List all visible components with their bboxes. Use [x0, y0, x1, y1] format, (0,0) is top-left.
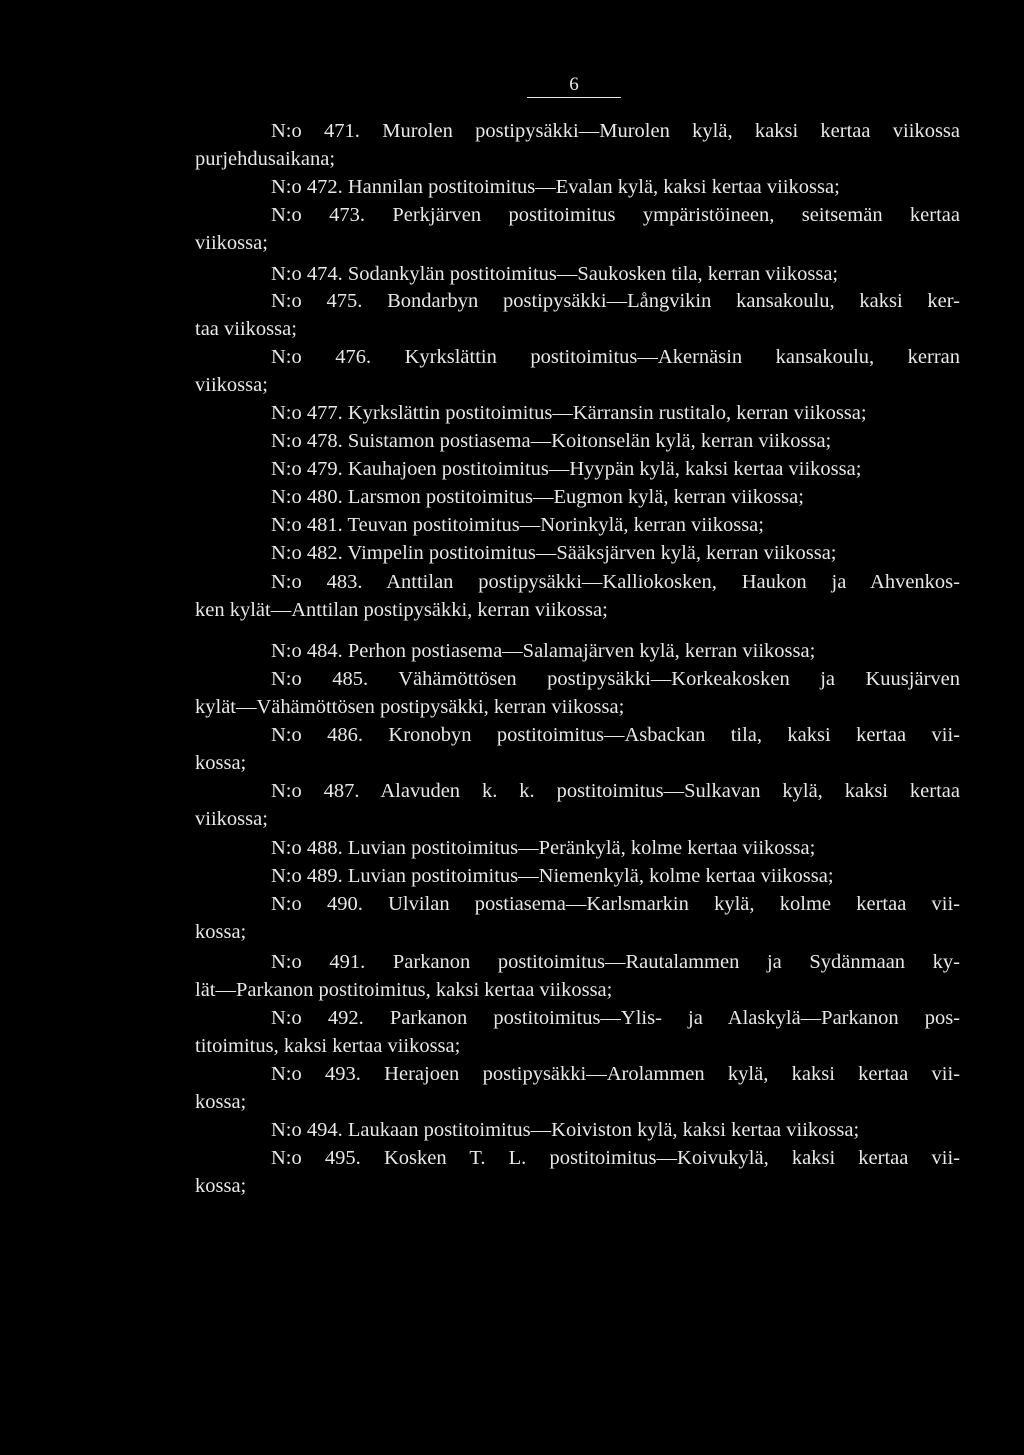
entry-continuation-line: viikossa;	[195, 232, 268, 254]
entry	[195, 174, 960, 201]
entry-continuation-line: kossa;	[195, 1091, 247, 1113]
entry	[195, 1005, 960, 1060]
entry-first-line: N:o 479. Kauhajoen postitoimitus—Hyypän kylä, kaksi kertaa viikossa;	[271, 458, 862, 480]
entry-first-line: N:o 485. Vähämöttösen postipysäkki—Korkeakosken ja Kuusjärven	[271, 668, 960, 690]
entry	[195, 949, 960, 1004]
entry-continuation-line: viikossa;	[195, 808, 268, 830]
entry	[195, 456, 960, 483]
entry-first-line: N:o 472. Hannilan postitoimitus—Evalan kylä, kaksi kertaa viikossa;	[271, 176, 840, 198]
entry-first-line: N:o 488. Luvian postitoimitus—Peränkylä, kolme kertaa viikossa;	[271, 837, 816, 859]
entry-continuation-line: kossa;	[195, 921, 247, 943]
entry-continuation-line: viikossa;	[195, 374, 268, 396]
entry-first-line: N:o 476. Kyrkslättin postitoimitus—Akernäsin kansakoulu, kerran	[271, 346, 960, 368]
entry	[195, 722, 960, 777]
entry	[195, 400, 960, 427]
entry-continuation-line: kossa;	[195, 752, 247, 774]
entry-first-line: N:o 484. Perhon postiasema—Salamajärven kylä, kerran viikossa;	[271, 640, 816, 662]
entry-continuation-line: purjehdusaikana;	[195, 148, 336, 170]
entry-first-line: N:o 480. Larsmon postitoimitus—Eugmon kylä, kerran viikossa;	[271, 486, 804, 508]
entry	[195, 666, 960, 721]
entry-first-line: N:o 492. Parkanon postitoimitus—Ylis- ja Alaskylä—Parkanon pos-	[271, 1007, 960, 1029]
entry-first-line: N:o 489. Luvian postitoimitus—Niemenkylä, kolme kertaa viikossa;	[271, 865, 834, 887]
entry-first-line: N:o 473. Perkjärven postitoimitus ympäristöineen, seitsemän kertaa	[271, 204, 960, 226]
entry	[195, 863, 960, 890]
entry-continuation-line: kylät—Vähämöttösen postipysäkki, kerran viikossa;	[195, 696, 625, 718]
entry-first-line: N:o 481. Teuvan postitoimitus—Norinkylä, kerran viikossa;	[271, 514, 764, 536]
entry-first-line: N:o 490. Ulvilan postiasema—Karlsmarkin kylä, kolme kertaa vii-	[271, 893, 960, 915]
entry-first-line: N:o 471. Murolen postipysäkki—Murolen kylä, kaksi kertaa viikossa	[271, 120, 960, 142]
entry-first-line: N:o 486. Kronobyn postitoimitus—Asbackan tila, kaksi kertaa vii-	[271, 724, 960, 746]
entry-first-line: N:o 482. Vimpelin postitoimitus—Sääksjärven kylä, kerran viikossa;	[271, 542, 837, 564]
entry-first-line: N:o 474. Sodankylän postitoimitus—Saukosken tila, kerran viikossa;	[271, 263, 839, 285]
entry	[195, 835, 960, 862]
entry-first-line: N:o 491. Parkanon postitoimitus—Rautalammen ja Sydänmaan ky-	[271, 951, 960, 973]
entry-continuation-line: lät—Parkanon postitoimitus, kaksi kertaa viikossa;	[195, 979, 613, 1001]
entry-first-line: N:o 494. Laukaan postitoimitus—Koiviston kylä, kaksi kertaa viikossa;	[271, 1119, 860, 1141]
entry	[195, 344, 960, 399]
entry	[195, 512, 960, 539]
entry	[195, 1145, 960, 1200]
entry	[195, 638, 960, 665]
page-number-rule	[527, 97, 621, 98]
entry	[195, 569, 960, 624]
entry	[195, 1061, 960, 1116]
entry	[195, 288, 960, 343]
entry-first-line: N:o 493. Herajoen postipysäkki—Arolammen kylä, kaksi kertaa vii-	[271, 1063, 960, 1085]
entry	[195, 778, 960, 833]
entry	[195, 118, 960, 173]
entry-first-line: N:o 495. Kosken T. L. postitoimitus—Koivukylä, kaksi kertaa vii-	[271, 1147, 960, 1169]
entry-first-line: N:o 487. Alavuden k. k. postitoimitus—Sulkavan kylä, kaksi kertaa	[271, 780, 960, 802]
page-number: 6	[569, 74, 579, 95]
entry-continuation-line: kossa;	[195, 1175, 247, 1197]
entry-first-line: N:o 477. Kyrkslättin postitoimitus—Kärransin rustitalo, kerran viikossa;	[271, 402, 867, 424]
entry	[195, 202, 960, 257]
entry	[195, 261, 960, 288]
entry-first-line: N:o 483. Anttilan postipysäkki—Kalliokosken, Haukon ja Ahvenkos-	[271, 571, 960, 593]
entry-first-line: N:o 475. Bondarbyn postipysäkki—Långvikin kansakoulu, kaksi ker-	[271, 290, 960, 312]
entry-continuation-line: ken kylät—Anttilan postipysäkki, kerran viikossa;	[195, 599, 608, 621]
entry	[195, 540, 960, 567]
entry-first-line: N:o 478. Suistamon postiasema—Koitonselän kylä, kerran viikossa;	[271, 430, 832, 452]
entry-continuation-line: taa viikossa;	[195, 318, 297, 340]
entry	[195, 1117, 960, 1144]
entry	[195, 891, 960, 946]
entry	[195, 484, 960, 511]
entry	[195, 428, 960, 455]
entry-continuation-line: titoimitus, kaksi kertaa viikossa;	[195, 1035, 461, 1057]
